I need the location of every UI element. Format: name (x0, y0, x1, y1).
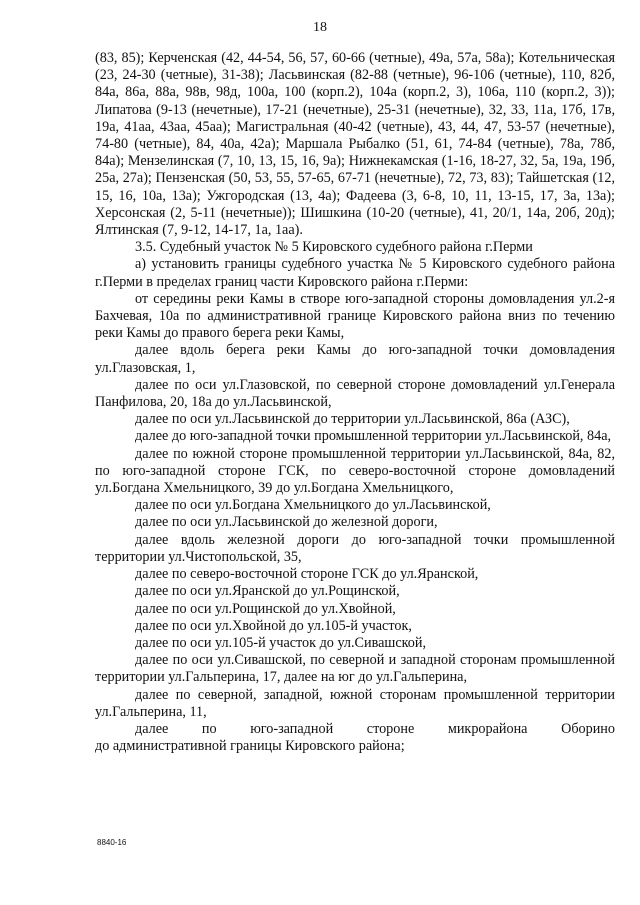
boundary-item: далее по юго-западной стороне микрорайона Оборино (135, 720, 615, 737)
boundary-item: далее до юго-западной точки промышленной территории ул.Ласьвинской, 84а, (135, 428, 612, 445)
boundary-item: далее по оси ул.Ласьвинской до территории ул.Ласьвинской, 86а (АЗС), (135, 411, 570, 428)
boundary-item: далее по оси ул.Глазовской, по северной стороне домовладений ул.Генерала Панфилова, 20, 18а до ул.Ласьвинской, (95, 376, 615, 411)
section-heading-3-5: 3.5. Судебный участок № 5 Кировского судебного района г.Перми (135, 239, 533, 256)
boundary-item: далее по оси ул.105-й участок до ул.Сивашской, (135, 634, 427, 651)
boundary-item: далее по южной стороне промышленной территории ул.Ласьвинской, 84а, 82, по юго-западной стороне ГСК, по северо-восточной стороне домовладений ул.Богдана Хмельницкого, 39 до ул.Богдана Хмельницкого, (95, 445, 615, 497)
boundary-item: далее по оси ул.Богдана Хмельницкого до ул.Ласьвинской, (135, 497, 491, 514)
boundary-item: от середины реки Камы в створе юго-западной стороны домовладения ул.2-я Бахчевая, 10а по административной границе Кировского района вниз по течению реки Камы до правого берега реки Камы, (95, 290, 615, 342)
boundary-item: далее по оси ул.Ласьвинской до железной дороги, (135, 514, 438, 531)
footer-document-code: 8840-16 (97, 838, 127, 847)
boundary-item: далее вдоль железной дороги до юго-западной точки промышленной территории ул.Чистопольской, 35, (95, 531, 615, 565)
boundary-item-continuation: до административной границы Кировского района; (95, 738, 405, 755)
boundary-item: далее по оси ул.Рощинской до ул.Хвойной, (135, 600, 396, 617)
boundary-item: далее по северо-восточной стороне ГСК до ул.Яранской, (135, 566, 479, 583)
boundary-item: далее вдоль берега реки Камы до юго-западной точки домовладения ул.Глазовская, 1, (95, 342, 615, 376)
boundary-item: далее по оси ул.Яранской до ул.Рощинской, (135, 583, 400, 600)
boundary-item: далее по оси ул.Хвойной до ул.105-й участок, (135, 617, 412, 634)
paragraph-street-list: (83, 85); Керченская (42, 44-54, 56, 57, 60-66 (четные), 49а, 57а, 58а); Котельническая (23, 24-30 (четные), 31-38); Ласьвинская (82-88 (четные), 96-106 (четные), 110, 82б, 84а, 86а, 88а, 98в, 98д, 100а, 100 (корп.2), 104а (корп.2, 3), 106а, 110 (корп.2, 3)); Липатова (9-13 (нечетные), 17-21 (нечетные), 25-31 (нечетные), 32, 33, 11а, 17б, 17в, 19а, 41аа, 43аа, 45аа); Магистральная (40-42 (четные), 43, 44, 47, 53-57 (нечетные), 74-80 (четные), 84, 40а, 42а); Маршала Рыбалко (51, 61, 74-84 (четные), 78а, 78б, 84а); Мензелинская (7, 10, 13, 15, 16, 9а); Нижнекамская (1-16, 18-27, 32, 5а, 19а, 19б, 25а, 27а); Пензенская (50, 53, 55, 57-65, 67-71 (нечетные), 72, 73, 83); Тайшетская (12, 15, 16, 10а, 13а); Ужгородская (13, 4а); Фадеева (3, 6-8, 10, 11, 13-15, 17, 3а, 13а); Херсонская (2, 5-11 (нечетные)); Шишкина (10-20 (четные), 41, 20/1, 14а, 20б, 20д); Ялтинская (7, 9-12, 14-17, 1а, 1аа). (95, 50, 615, 239)
document-body (95, 50, 615, 755)
boundary-item: далее по оси ул.Сивашской, по северной и западной сторонам промышленной территории ул.Гальперина, 17, далее на юг до ул.Гальперина, (95, 652, 615, 686)
boundary-item: далее по северной, западной, южной сторонам промышленной территории ул.Гальперина, 11, (95, 686, 615, 720)
paragraph-set-boundaries: а) установить границы судебного участка № 5 Кировского судебного района г.Перми в пределах границ части Кировского района г.Перми: (95, 256, 615, 290)
page-number: 18 (313, 20, 327, 35)
